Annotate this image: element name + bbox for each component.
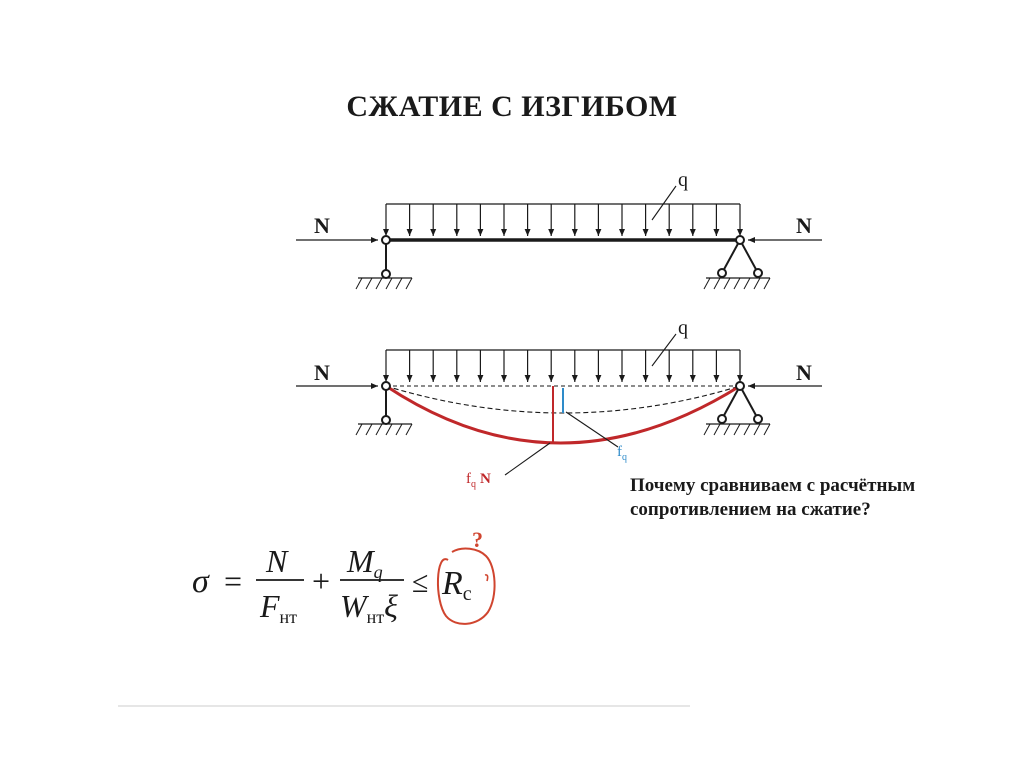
stress-formula	[192, 543, 472, 627]
formula-denominator-2: Wнтξ	[340, 588, 398, 627]
top-right-pin-support	[704, 236, 770, 289]
top-load-leader	[652, 186, 676, 220]
bottom-beam-diagram	[296, 317, 822, 490]
top-force-right-label: N	[796, 213, 812, 238]
top-force-left-label: N	[314, 213, 330, 238]
page-title: СЖАТИЕ С ИЗГИБОМ	[346, 90, 678, 123]
bottom-fqN-label: $f_q$ N	[466, 471, 491, 490]
formula-leq: ≤	[412, 566, 429, 599]
formula-resistance: Rc	[442, 565, 472, 605]
question-line-2: сопротивлением на сжатие?	[630, 499, 871, 520]
formula-sigma: σ	[192, 563, 209, 600]
bottom-fq-label: $f_q$	[617, 444, 627, 463]
top-load-label: q	[678, 169, 688, 191]
bottom-fqN-leader	[505, 443, 550, 475]
formula-numerator-1: N	[266, 543, 288, 579]
formula-denominator-1: Fнт	[260, 588, 298, 627]
top-beam-diagram	[296, 169, 822, 289]
question-line-1: Почему сравниваем с расчётным	[630, 475, 916, 496]
bottom-distributed-load	[386, 350, 740, 382]
top-left-pin-support	[356, 236, 412, 289]
formula-numerator-2: Mq	[347, 543, 383, 582]
top-distributed-load	[386, 204, 740, 236]
formula-plus: +	[312, 563, 331, 599]
formula-equals: =	[224, 563, 243, 599]
bottom-right-pin-support	[704, 382, 770, 435]
bottom-force-left-label: N	[314, 360, 330, 385]
bottom-force-right-label: N	[796, 360, 812, 385]
question-mark-annotation: ?	[472, 527, 483, 552]
question-text	[630, 474, 915, 522]
bottom-load-label: q	[678, 317, 688, 339]
bottom-left-pin-support	[356, 382, 412, 435]
